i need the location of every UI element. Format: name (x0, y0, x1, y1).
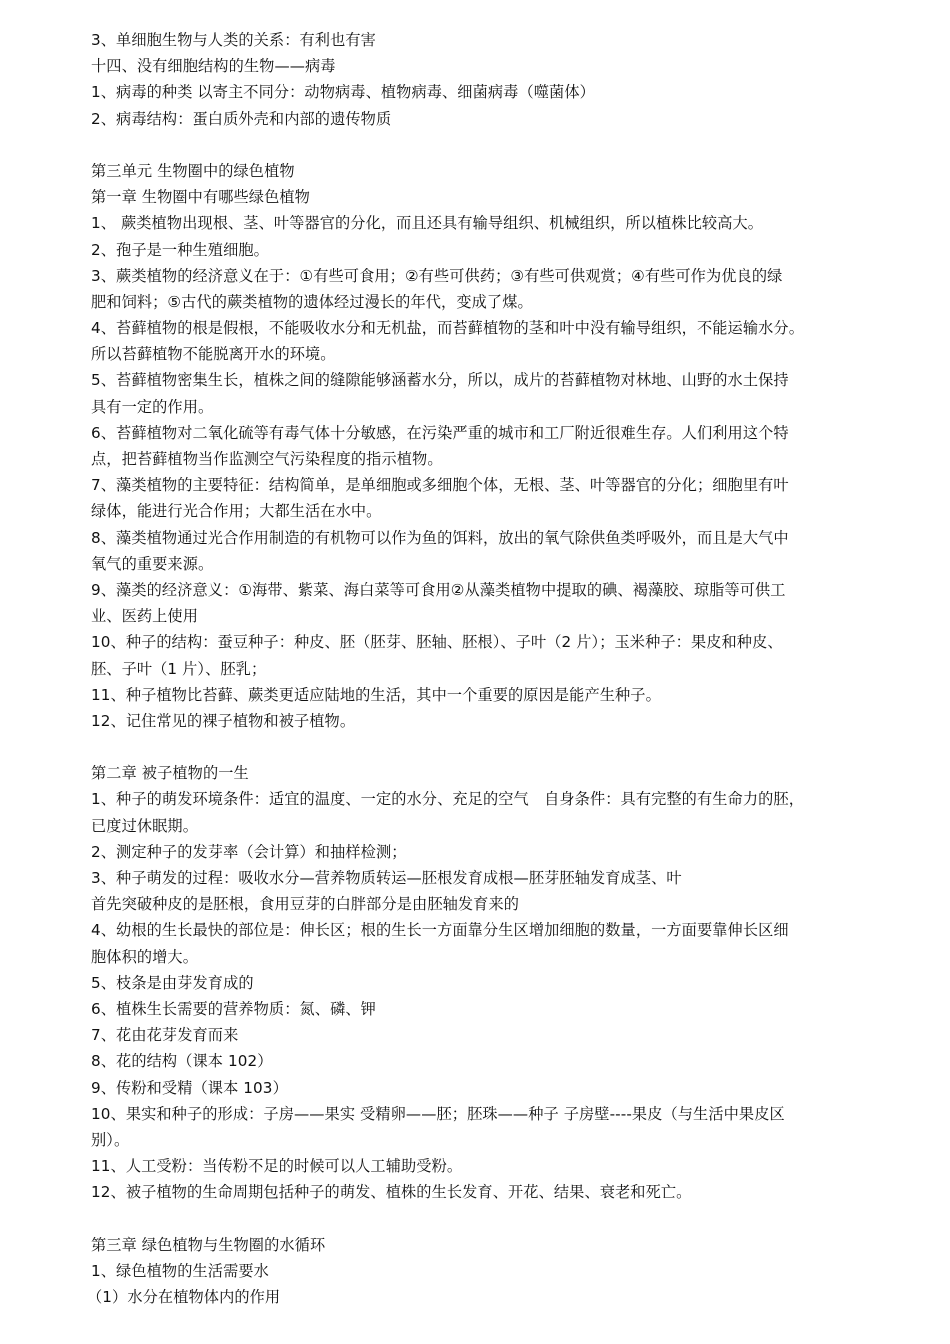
text-line: 6、植株生长需要的营养物质：氮、磷、钾 (91, 999, 376, 1018)
blank-line (91, 1205, 871, 1231)
text-line: 胚、子叶（1 片）、胚乳； (91, 659, 267, 678)
text-line: 4、幼根的生长最快的部位是：伸长区；根的生长一方面靠分生区增加细胞的数量，一方面要靠伸长区细 (91, 921, 789, 940)
text-line: 业、医药上使用 (91, 607, 199, 626)
chapter-heading: 第三章 绿色植物与生物圈的水循环 (91, 1235, 326, 1254)
text-line: 11、人工受粉：当传粉不足的时候可以人工辅助受粉。 (91, 1157, 463, 1176)
section-heading: 十四、没有细胞结构的生物——病毒 (91, 57, 336, 76)
document-page (87, 27, 871, 1310)
text-line: 7、花由花芽发育而来 (91, 1026, 239, 1045)
text-line: 3、种子萌发的过程：吸收水分—营养物质转运—胚根发育成根—胚芽胚轴发育成茎、叶 (91, 869, 682, 887)
text-line: 绿体，能进行光合作用；大都生活在水中。 (91, 502, 382, 521)
text-line: 12、被子植物的生命周期包括种子的萌发、植株的生长发育、开花、结果、衰老和死亡。 (91, 1183, 692, 1202)
text-line: 5、苔藓植物密集生长，植株之间的缝隙能够涵蓄水分，所以，成片的苔藓植物对林地、山野的水土保持 (91, 371, 789, 390)
text-line: 9、藻类的经济意义：①海带、紫菜、海白菜等可食用②从藻类植物中提取的碘、褐藻胶、琼脂等可供工 (91, 580, 786, 599)
text-line: 1、种子的萌发环境条件：适宜的温度、一定的水分、充足的空气 自身条件：具有完整的有生命力的胚， (91, 790, 804, 809)
text-line: 别）。 (91, 1130, 130, 1149)
text-line: 2、病毒结构：蛋白质外壳和内部的遗传物质 (91, 109, 392, 128)
text-line: 8、藻类植物通过光合作用制造的有机物可以作为鱼的饵料，放出的氧气除供鱼类呼吸外，而且是大气中 (91, 528, 789, 547)
text-line: 9、传粉和受精（课本 103） (91, 1078, 288, 1097)
text-line: 11、种子植物比苔藓、蕨类更适应陆地的生活，其中一个重要的原因是能产生种子。 (91, 685, 661, 704)
text-line: 胞体积的增大。 (91, 947, 199, 966)
chapter-heading: 第一章 生物圈中有哪些绿色植物 (91, 188, 310, 207)
text-line: 2、测定种子的发芽率（会计算）和抽样检测； (91, 842, 407, 861)
blank-line (91, 132, 871, 158)
chapter-heading: 第二章 被子植物的一生 (91, 764, 249, 783)
text-line: 1、 蕨类植物出现根、茎、叶等器官的分化，而且还具有输导组织、机械组织，所以植株比较高大。 (91, 214, 764, 233)
unit-heading: 第三单元 生物圈中的绿色植物 (91, 161, 295, 180)
text-line: 已度过休眠期。 (91, 816, 199, 835)
text-line: 4、苔藓植物的根是假根，不能吸收水分和无机盐，而苔藓植物的茎和叶中没有输导组织，不能运输水分。 (91, 319, 804, 338)
text-line: 12、记住常见的裸子植物和被子植物。 (91, 711, 356, 730)
blank-line (91, 734, 871, 760)
text-line: 点，把苔藓植物当作监测空气污染程度的指示植物。 (91, 450, 443, 468)
text-line: 1、绿色植物的生活需要水 (91, 1261, 269, 1280)
text-line: 3、蕨类植物的经济意义在于：①有些可食用；②有些可供药；③有些可供观赏；④有些可作为优良的绿 (91, 266, 783, 285)
text-line: 6、苔藓植物对二氧化硫等有毒气体十分敏感，在污染严重的城市和工厂附近很难生存。人们利用这个特 (91, 423, 789, 442)
text-line: 7、藻类植物的主要特征：结构简单，是单细胞或多细胞个体，无根、茎、叶等器官的分化；细胞里有叶 (91, 476, 789, 495)
text-line: 3、单细胞生物与人类的关系：有利也有害 (91, 31, 376, 49)
text-line: 氧气的重要来源。 (91, 554, 214, 573)
text-line: 10、果实和种子的形成：子房——果实 受精卵——胚；胚珠——种子 子房壁----果皮（与生活中果皮区 (91, 1104, 785, 1123)
text-line: 8、花的结构（课本 102） (91, 1052, 273, 1071)
text-line: 肥和饲料；⑤古代的蕨类植物的遗体经过漫长的年代，变成了煤。 (91, 292, 533, 311)
text-line: 所以苔藓植物不能脱离开水的环境。 (91, 345, 336, 364)
text-line: 2、孢子是一种生殖细胞。 (91, 240, 269, 259)
text-line: 10、种子的结构：蚕豆种子：种皮、胚（胚芽、胚轴、胚根）、子叶（2 片）；玉米种子：果皮和种皮、 (91, 633, 783, 652)
text-line: （1）水分在植物体内的作用 (87, 1288, 281, 1306)
text-line: 具有一定的作用。 (91, 397, 214, 416)
text-line: 1、病毒的种类 以寄主不同分：动物病毒、植物病毒、细菌病毒（噬菌体） (91, 83, 595, 102)
text-line: 首先突破种皮的是胚根，食用豆芽的白胖部分是由胚轴发育来的 (91, 895, 520, 914)
text-line: 5、枝条是由芽发育成的 (91, 973, 254, 992)
